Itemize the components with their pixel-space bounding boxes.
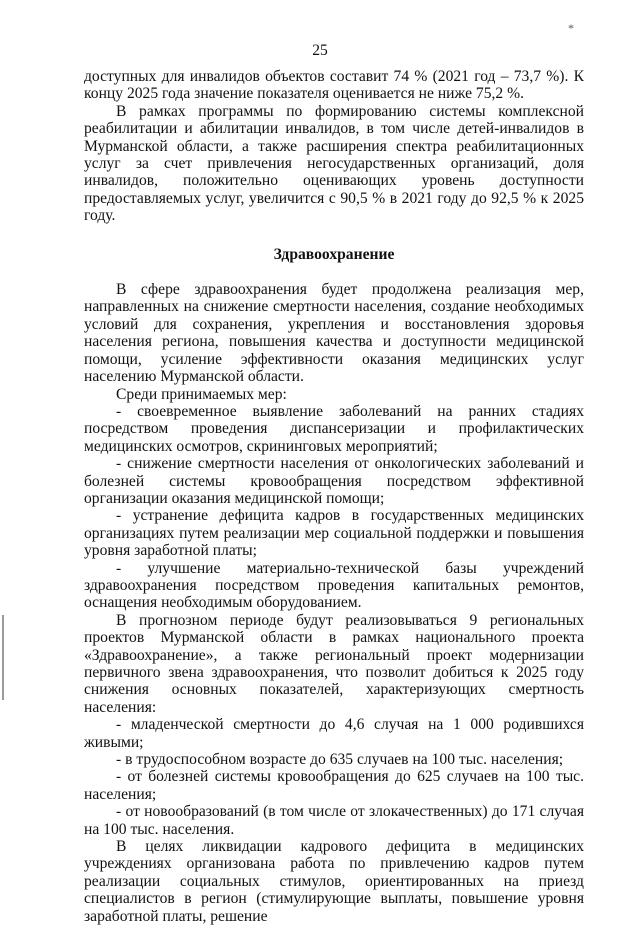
- margin-scan-mark: [2, 615, 4, 700]
- paragraph: Среди принимаемых мер:: [116, 385, 287, 403]
- paragraph: В рамках программы по формированию системы комплексной реабилитации и абилитации инвалидов, в том числе детей-инвалидов в Мурманской области, а также расширения спектра реабилитационных услуг за счет привлечения негосударственных организаций, доля инвалидов, положительно оценивающих уровень доступности предоставляемых услуг, увеличится с 90,5 % в 2021 году до 92,5 % к 2025 году.: [84, 102, 584, 225]
- list-item: - в трудоспособном возрасте до 635 случаев на 100 тыс. населения;: [116, 751, 564, 769]
- list-item: - младенческой смертности до 4,6 случая на 1 000 родившихся живыми;: [84, 716, 584, 751]
- paragraph: В прогнозном периоде будут реализовываться 9 региональных проектов Мурманской области в рамках национального проекта «Здравоохранение», а также региональный проект модернизации первичного звена здравоохранения, что позволит добиться к 2025 году снижения основных показателей, характеризующих смертность населения:: [84, 611, 584, 716]
- list-item: - устранение дефицита кадров в государственных медицинских организациях путем реализации мер социальной поддержки и повышения уровня заработной платы;: [84, 507, 584, 560]
- section-heading: Здравоохранение: [273, 245, 395, 263]
- corner-mark: *: [568, 21, 574, 35]
- paragraph: В сфере здравоохранения будет продолжена реализация мер, направленных на снижение смертности населения, создание необходимых условий для сохранения, укрепления и восстановления здоровья населения региона, повышения качества и доступности медицинской помощи, усиление эффективности оказания медицинских услуг населению Мурманской области.: [84, 281, 584, 386]
- list-item: - от болезней системы кровообращения до 625 случаев на 100 тыс. населения;: [84, 768, 584, 803]
- document-body: [84, 68, 584, 925]
- list-item: - своевременное выявление заболеваний на ранних стадиях посредством проведения диспансеризации и профилактических медицинских осмотров, скрининговых мероприятий;: [84, 402, 584, 455]
- list-item: - улучшение материально-технической базы учреждений здравоохранения посредством проведения капитальных ремонтов, оснащения необходимым оборудованием.: [84, 559, 584, 612]
- paragraph: доступных для инвалидов объектов составит 74 % (2021 год – 73,7 %). К концу 2025 года значение показателя оценивается не ниже 75,2 %.: [84, 68, 584, 103]
- page-number: 25: [312, 42, 328, 59]
- list-item: - снижение смертности населения от онкологических заболеваний и болезней системы кровообращения посредством эффективной организации оказания медицинской помощи;: [84, 455, 584, 507]
- paragraph: В целях ликвидации кадрового дефицита в медицинских учреждениях организована работа по привлечению кадров путем реализации социальных стимулов, ориентированных на приезд специалистов в регион (стимулирующие выплаты, повышение уровня заработной платы, решение: [84, 838, 584, 925]
- list-item: - от новообразований (в том числе от злокачественных) до 171 случая на 100 тыс. населения.: [84, 803, 584, 838]
